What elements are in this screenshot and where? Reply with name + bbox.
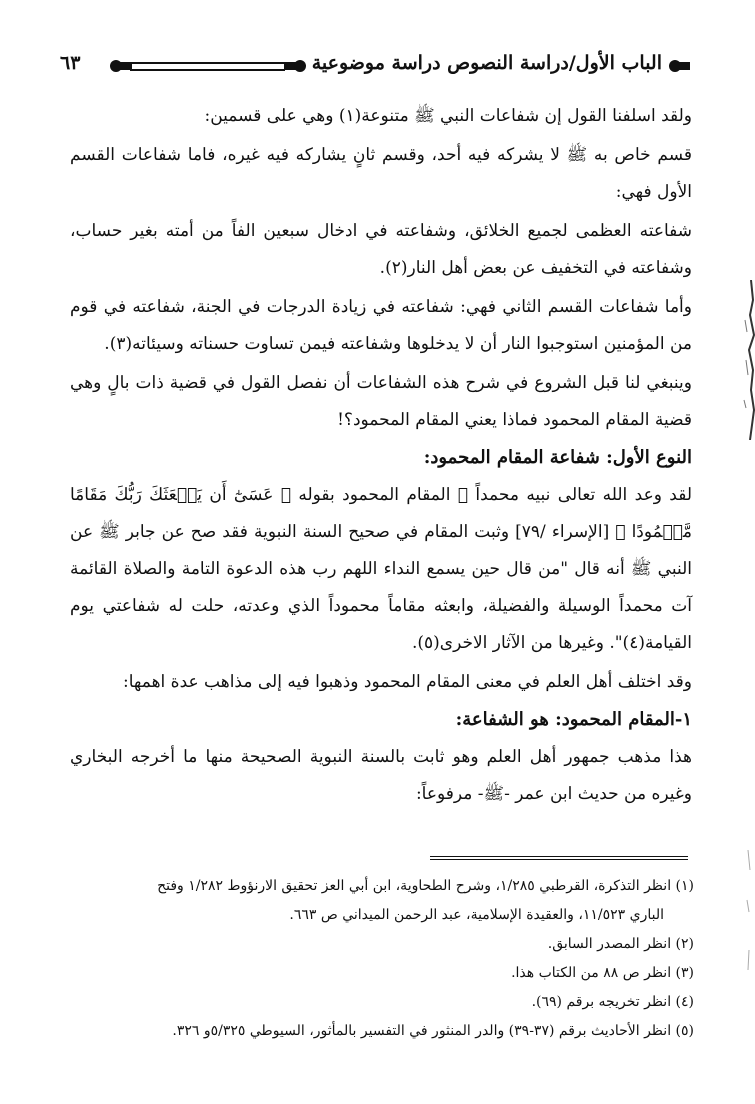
- paragraph: ولقد اسلفنا القول إن شفاعات النبي ﷺ متنوعة(١) وهي على قسمين:: [204, 106, 692, 126]
- page-number: ٦٣: [60, 52, 81, 74]
- footnotes: [64, 872, 694, 1046]
- footnote-divider: [430, 856, 688, 857]
- footnote: (٣) انظر ص ٨٨ من الكتاب هذا.: [511, 965, 694, 981]
- ornament-mid-right-icon: [284, 57, 308, 75]
- paragraph: شفاعته العظمى لجميع الخلائق، وشفاعته في ادخال سبعين الفاً من أمته بغير حساب، وشفاعته في التخفيف عن بعض أهل النار(٢).: [70, 221, 692, 278]
- ornament-right-icon: [668, 57, 690, 75]
- footnote: (٢) انظر المصدر السابق.: [547, 936, 694, 952]
- paragraph: وينبغي لنا قبل الشروع في شرح هذه الشفاعات أن نفصل القول في قضية ذات بالٍ وهي قضية المقام المحمود فماذا يعني المقام المحمود؟!: [70, 373, 692, 430]
- paragraph: قسم خاص به ﷺ لا يشركه فيه أحد، وقسم ثانٍ يشاركه فيه غيره، فاما شفاعات القسم الأول فهي:: [70, 145, 692, 202]
- footnote-continued: الباري ١١/٥٢٣، والعقيدة الإسلامية، عبد الرحمن الميداني ص ٦٦٣.: [289, 907, 664, 923]
- footnote: (٤) انظر تخريجه برقم (٦٩).: [531, 994, 694, 1010]
- footnote: (٥) انظر الأحاديث برقم (٣٧-٣٩) والدر المنثور في التفسير بالمأثور، السيوطي ٥/٣٢٥و ٣٢٦.: [172, 1023, 694, 1039]
- section-heading: النوع الأول: شفاعة المقام المحمود:: [423, 447, 692, 468]
- footnote-divider: [430, 859, 688, 860]
- paragraph: لقد وعد الله تعالى نبيه محمداً ﷺ المقام المحمود بقوله ﴿ عَسَىٰٓ أَن يَبۡعَثَكَ رَبُّكَ مَقَامًا مَّحۡمُودًا ﴾ [الإسراء /٧٩] وثبت المقام في صحيح السنة النبوية فقد صح عن جابر ﷺ عن النبي ﷺ أنه قال "من قال حين يسمع النداء اللهم رب هذه الدعوة التامة والصلاة القائمة آت محمداً الوسيلة والفضيلة، وابعثه مقاماً محموداً الذي وعدته، حلت له شفاعتي يوم القيامة(٤)". وغيرها من الآثار الاخرى(٥).: [70, 485, 692, 653]
- paragraph: وقد اختلف أهل العلم في معنى المقام المحمود وذهبوا فيه إلى مذاهب عدة اهمها:: [123, 672, 692, 692]
- paragraph: هذا مذهب جمهور أهل العلم وهو ثابت بالسنة النبوية الصحيحة منها ما أخرجه البخاري وغيره من حديث ابن عمر -ﷺ- مرفوعاً:: [70, 747, 692, 804]
- chapter-title: الباب الأول/دراسة النصوص دراسة موضوعية: [311, 52, 662, 74]
- ornament-mid-left-icon: [108, 57, 132, 75]
- subsection-heading: ١-المقام المحمود: هو الشفاعة:: [455, 709, 692, 730]
- main-text: [70, 98, 692, 813]
- footnote: (١) انظر التذكرة، القرطبي ١/٢٨٥، وشرح الطحاوية، ابن أبي العز تحقيق الارنؤوط ١/٢٨٢ وفتح: [157, 878, 694, 894]
- header-rule-left: [130, 62, 285, 71]
- paragraph: وأما شفاعات القسم الثاني فهي: شفاعته في زيادة الدرجات في الجنة، شفاعته في قوم من المؤمنين استوجبوا النار أن لا يدخلوها وشفاعته فيمن تساوت حسناته وسيئاته(٣).: [70, 297, 692, 354]
- scan-edge-artifact: [741, 840, 755, 1000]
- scan-edge-artifact: [741, 280, 755, 440]
- running-header: [60, 48, 690, 84]
